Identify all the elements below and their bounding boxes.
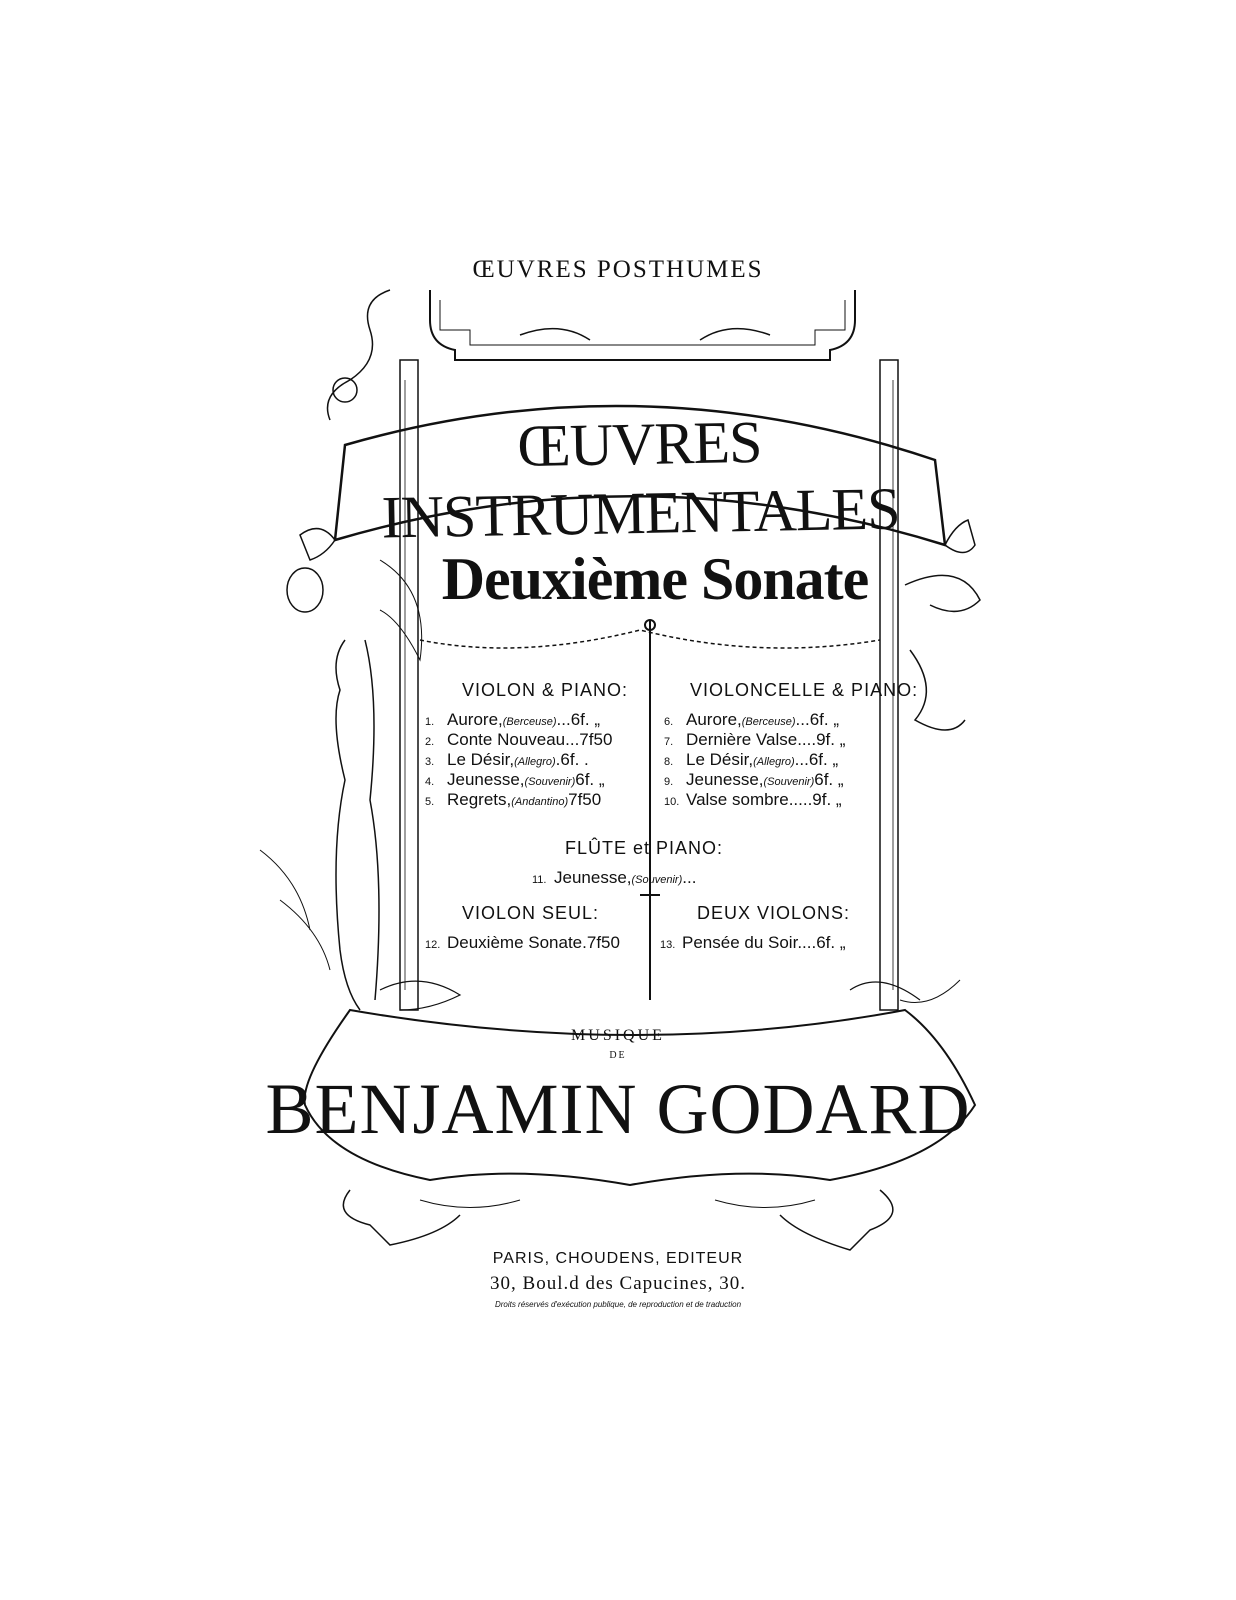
subtitle: Deuxième Sonate [441,546,869,612]
list-item: 10. Valse sombre.....9f. „ [664,790,842,809]
list-item: 7. Dernière Valse....9f. „ [664,730,846,749]
list-item: 4. Jeunesse,(Souvenir)6f. „ [425,770,605,789]
publisher-address: 30, Boul.d des Capucines, 30. [490,1273,746,1294]
rights-notice: Droits réservés d'exécution publique, de reproduction et de traduction [494,1300,742,1309]
list-item: 12. Deuxième Sonate.7f50 [425,933,620,952]
list-item: 3. Le Désir,(Allegro).6f. . [425,750,589,769]
violon-piano-heading: VIOLON & PIANO: [462,680,629,700]
musique-label: MUSIQUE [571,1027,665,1044]
list-item: 5. Regrets,(Andantino)7f50 [425,790,602,809]
violoncelle-piano-list [664,710,845,810]
deux-violons-heading: DEUX VIOLONS: [697,903,851,923]
list-item: 13. Pensée du Soir....6f. „ [660,933,846,952]
de-label: DE [609,1050,627,1061]
list-item: 2. Conte Nouveau...7f50 [425,730,613,749]
pre-title: ŒUVRES POSTHUMES [472,256,764,283]
publisher-name: PARIS, CHOUDENS, EDITEUR [492,1250,744,1267]
flute-piano-heading: FLÛTE et PIANO: [565,838,724,858]
main-title: ŒUVRES INSTRUMENTALES [381,408,901,551]
list-item: 1. Aurore,(Berceuse)...6f. „ [425,710,601,729]
composer-name: BENJAMIN GODARD [265,1069,971,1149]
list-item: 8. Le Désir,(Allegro)...6f. „ [664,750,839,769]
list-item: 11. Jeunesse,(Souvenir)... [532,868,697,887]
violon-piano-list [425,710,612,810]
list-item: 9. Jeunesse,(Souvenir)6f. „ [664,770,844,789]
list-item: 6. Aurore,(Berceuse)...6f. „ [664,710,840,729]
violon-seul-heading: VIOLON SEUL: [462,903,600,923]
violoncelle-piano-heading: VIOLONCELLE & PIANO: [690,680,919,700]
